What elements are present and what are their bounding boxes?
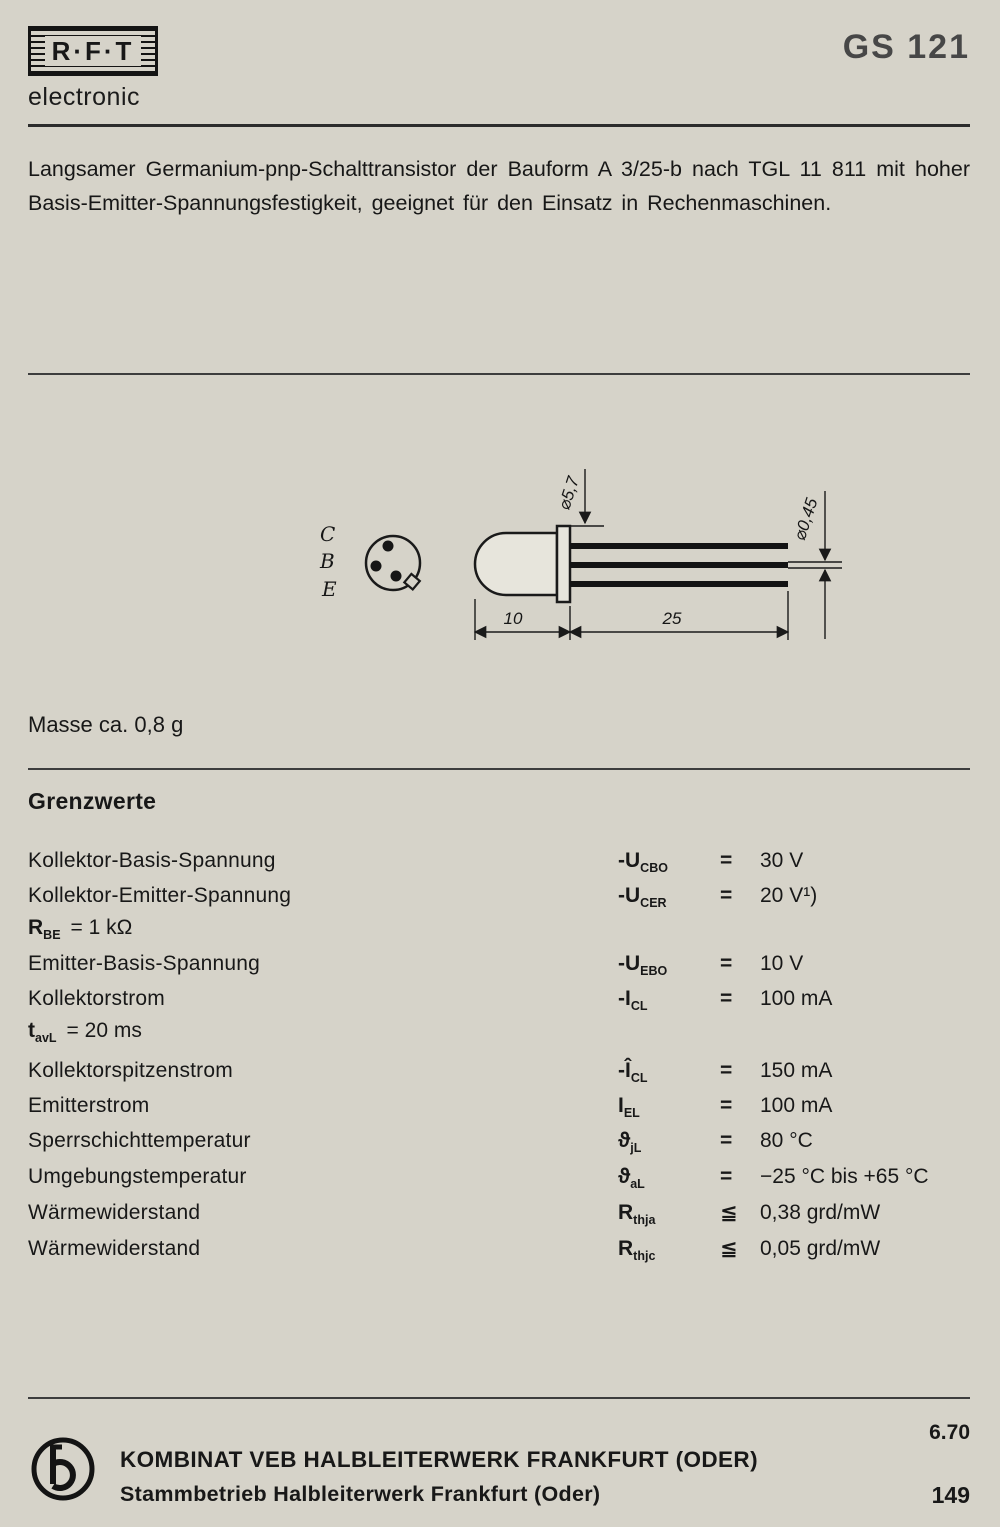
symbol-subscript: aL [630,1176,645,1191]
limit-relation: = [720,1129,733,1153]
limit-value: 20 V¹) [760,884,818,908]
symbol-main: ϑ [618,1164,631,1188]
pin-label-e: E [322,576,337,601]
symbol-subscript: CBO [640,861,668,876]
dim-lengths [475,591,788,640]
limit-symbol [618,1059,720,1085]
limit-relation: = [720,1094,733,1118]
symbol-main: -Î [618,1059,631,1083]
symbol-main: R [618,1200,634,1224]
symbol-subscript: thjc [633,1249,656,1264]
manufacturer-logo [28,1434,98,1509]
issue-date: 6.70 [929,1421,970,1444]
brand-block [28,26,158,112]
limit-row [28,1129,970,1155]
pin-label-c: C [320,521,336,546]
note-symbol-main: R [28,916,44,940]
symbol-main: -U [618,951,641,975]
footer-right [929,1421,970,1509]
note-text: = 1 kΩ [70,916,133,940]
limit-symbol [618,1094,720,1120]
flange [557,526,570,602]
dim-body-length-label: 10 [503,608,523,628]
symbol-main: -U [618,848,641,872]
symbol-subscript: jL [630,1141,642,1156]
dim-lead-length-label: 25 [662,608,682,628]
description-paragraph: Langsamer Germanium-pnp-Schalttransistor der Bauform A 3/25-b nach TGL 11 811 mit hoher Basis-Emitter-Spannungsfestigkeit, geeignet für den Einsatz in Rechenmaschinen. [28,157,970,215]
limit-symbol [618,884,720,910]
limit-value: 80 °C [760,1129,813,1153]
limit-row [28,1059,970,1085]
symbol-subscript: EL [623,1106,640,1121]
limit-label: Kollektor-Basis-Spannung [28,848,276,872]
limit-relation: = [720,884,733,908]
limit-relation: = [720,986,733,1010]
lead-top [570,543,788,549]
mass-note: Masse ca. 0,8 g [28,711,184,737]
limit-row [28,849,970,875]
limit-row [28,952,970,978]
limit-value: 100 mA [760,986,833,1010]
limit-symbol [618,952,720,978]
limit-label: Kollektorspitzenstrom [28,1059,233,1083]
limit-label: Sperrschichttemperatur [28,1129,251,1153]
pinout-view [319,522,420,601]
limit-label: Emitterstrom [28,1094,150,1118]
package-drawing-svg [280,443,890,678]
limit-relation: = [720,1059,733,1083]
side-view [475,526,788,602]
divider-mid [28,373,970,375]
dim-body-diameter [555,469,604,526]
limit-note [28,916,970,942]
limit-relation: = [720,1164,733,1188]
package-drawing [280,443,890,678]
limit-label: Emitter-Basis-Spannung [28,951,261,975]
divider-footer [28,1397,970,1399]
pin-dot-c [383,540,394,551]
lead-bottom [570,581,788,587]
limit-relation: = [720,848,733,872]
note-symbol-subscript: avL [35,1031,57,1046]
limit-value: −25 °C bis +65 °C [760,1164,929,1188]
limit-row [28,1165,970,1191]
limit-label: Wärmewiderstand [28,1237,201,1260]
symbol-subscript: CL [630,1071,648,1086]
symbol-subscript: CER [640,896,667,911]
limit-note [28,1019,970,1045]
limit-row [28,1200,970,1227]
lead-middle [570,562,788,568]
company-name: KOMBINAT VEB HALBLEITERWERK FRANKFURT (ODER) [120,1447,758,1472]
limit-relation: ≦ [720,1200,738,1224]
divider-limits [28,768,970,770]
limits-table [28,849,970,1263]
limit-row [28,1094,970,1120]
rft-logo-letters: R·F·T [45,36,142,66]
header [28,0,970,112]
limit-value: 0,38 grd/mW [760,1200,881,1224]
note-text: = 20 ms [66,1018,142,1042]
note-symbol-main: t [28,1018,35,1042]
limit-symbol [618,1237,720,1263]
transistor-body [475,533,557,595]
brand-subtitle: electronic [28,83,140,111]
dim-lead-diameter-label: ⌀0,45 [790,495,822,543]
symbol-subscript: CL [630,998,648,1013]
limit-symbol [618,987,720,1013]
divider-header [28,124,970,127]
company-block [120,1447,758,1509]
pin-dot-b [371,560,382,571]
manufacturer-logo-svg [28,1434,98,1504]
footer [28,1417,970,1509]
pin-dot-e [391,570,402,581]
symbol-subscript: EBO [640,963,668,978]
symbol-main: ϑ [618,1129,631,1153]
limit-label: Umgebungstemperatur [28,1164,247,1188]
limit-relation: = [720,951,733,975]
limit-row [28,987,970,1013]
limit-value: 150 mA [760,1059,833,1083]
company-branch: Stammbetrieb Halbleiterwerk Frankfurt (Oder) [120,1482,601,1506]
page-number: 149 [931,1482,970,1508]
limit-value: 0,05 grd/mW [760,1237,881,1260]
part-number: GS 121 [842,28,970,66]
limit-symbol [618,1165,720,1191]
limits-title: Grenzwerte [28,787,157,814]
pin-label-b: B [320,548,335,573]
rft-logo [28,26,158,76]
limit-label: Kollektor-Emitter-Spannung [28,884,292,908]
limit-symbol [618,1201,720,1227]
limit-label: Wärmewiderstand [28,1200,201,1224]
limit-label: Kollektorstrom [28,986,166,1010]
limit-row [28,884,970,910]
limit-symbol [618,849,720,875]
symbol-main: -U [618,884,641,908]
note-symbol-subscript: BE [43,928,61,943]
symbol-main: R [618,1237,634,1260]
limit-symbol [618,1129,720,1155]
symbol-main: -I [618,986,631,1010]
dim-body-diameter-label: ⌀5,7 [554,474,584,513]
limit-value: 100 mA [760,1094,833,1118]
dim-lead-diameter [788,491,842,639]
symbol-subscript: thja [633,1213,656,1227]
symbol-main: I [618,1094,624,1118]
limit-value: 10 V [760,951,804,975]
limit-value: 30 V [760,848,804,872]
limit-row [28,1236,970,1263]
limit-relation: ≦ [720,1237,738,1260]
